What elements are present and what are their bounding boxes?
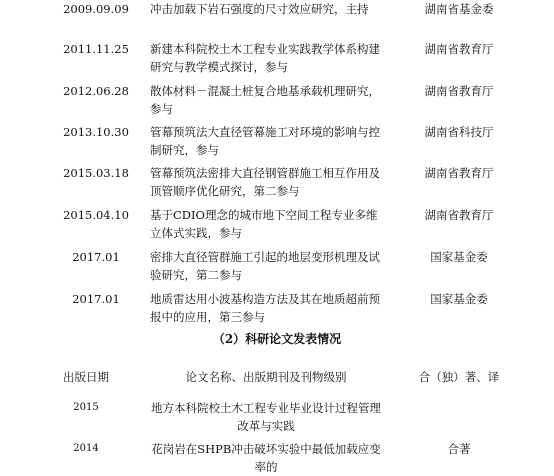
project-date: 2012.06.28 <box>63 84 129 98</box>
project-title: 基于CDIO理念的城市地下空间工程专业多维立体式实践，参与 <box>150 208 378 240</box>
paper-date: 2014 <box>73 443 99 454</box>
project-source: 湖南省基金委 <box>424 2 494 16</box>
papers-header-date: 出版日期 <box>63 370 109 384</box>
project-date: 2009.09.09 <box>63 2 129 16</box>
project-date: 2011.11.25 <box>63 42 129 56</box>
project-title: 管幕预筑法密排大直径钢管群施工相互作用及顶管顺序优化研究，第二参与 <box>150 166 380 198</box>
project-title: 管幕预筑法大直径管幕施工对环境的影响与控制研究，参与 <box>150 125 380 157</box>
papers-header-type: 合（独）著、译 <box>418 370 500 384</box>
papers-header-title: 论文名称、出版期刊及刊物级别 <box>185 370 347 384</box>
project-title: 散体材料－混凝土桩复合地基承载机理研究，参与 <box>150 84 380 116</box>
project-date: 2017.01 <box>72 250 120 264</box>
project-source: 国家基金委 <box>430 292 488 306</box>
project-date: 2015.03.18 <box>63 166 129 180</box>
paper-date: 2015 <box>73 402 99 413</box>
paper-type: 合著 <box>447 442 471 456</box>
project-date: 2017.01 <box>72 292 120 306</box>
project-date: 2013.10.30 <box>63 125 129 139</box>
project-title: 新建本科院校土木工程专业实践教学体系构建研究与教学模式探讨，参与 <box>150 42 380 74</box>
paper-title: 地方本科院校土木工程专业毕业设计过程管理改革与实践 <box>151 401 381 433</box>
paper-title: 花岗岩在SHPB冲击破坏实验中最低加载应变率的 <box>151 442 381 474</box>
project-title: 密排大直径管群施工引起的地层变形机理及试验研究，第二参与 <box>150 250 380 282</box>
project-title: 地质雷达用小波基构造方法及其在地质超前预报中的应用，第三参与 <box>150 292 380 324</box>
section-title: （2）科研论文发表情况 <box>212 332 342 346</box>
project-source: 湖南省教育厅 <box>424 166 494 180</box>
project-date: 2015.04.10 <box>63 208 129 222</box>
project-source: 湖南省教育厅 <box>424 42 494 56</box>
project-source: 湖南省教育厅 <box>424 84 494 98</box>
project-source: 湖南省科技厅 <box>424 125 494 139</box>
project-source: 湖南省教育厅 <box>424 208 494 222</box>
project-title: 冲击加载下岩石强度的尺寸效应研究，主持 <box>150 2 369 16</box>
project-source: 国家基金委 <box>430 250 488 264</box>
